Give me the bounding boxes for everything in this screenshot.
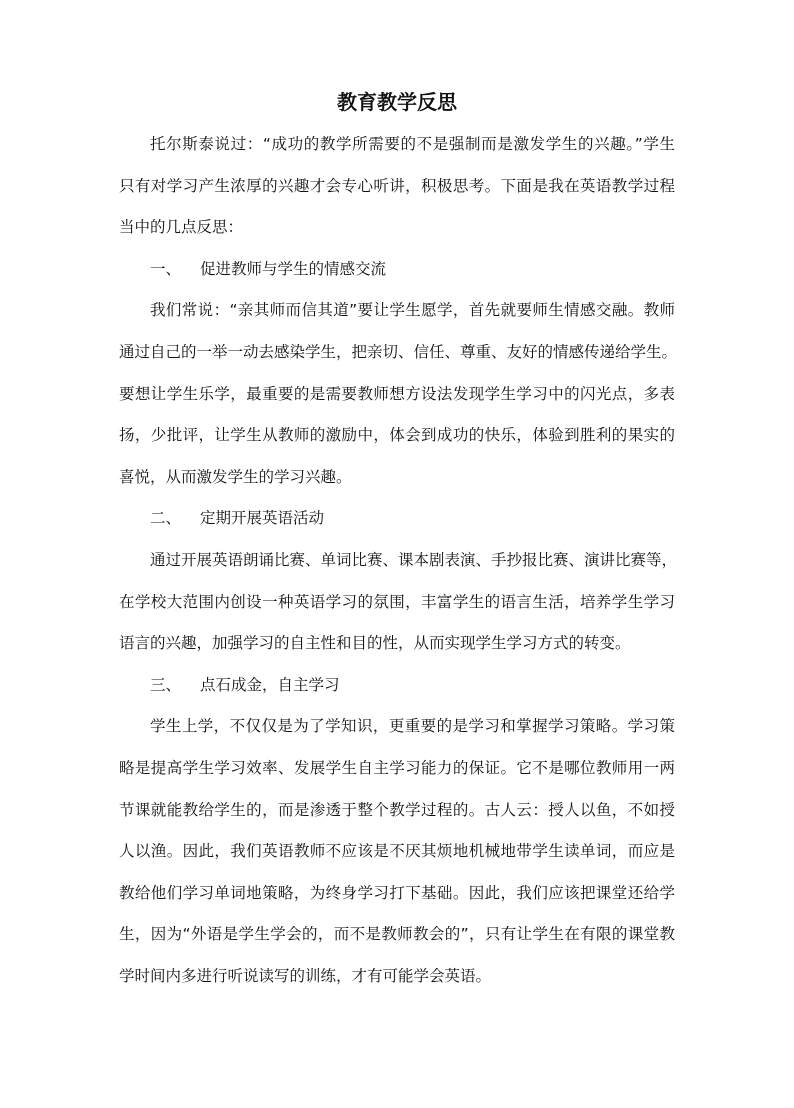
document-body bbox=[119, 124, 678, 997]
section-paragraph-2 bbox=[119, 540, 678, 665]
paragraph-line: 要想让学生乐学，最重要的是需要教师想方设法发现学生学习中的闪光点，多表 bbox=[119, 384, 675, 403]
section-number: 二、 bbox=[150, 509, 182, 528]
section-heading-text: 促进教师与学生的情感交流 bbox=[200, 259, 387, 278]
section-number: 一、 bbox=[150, 259, 182, 278]
section-heading-1 bbox=[119, 249, 675, 291]
paragraph-line: 扬，少批评，让学生从教师的激励中，体会到成功的快乐，体验到胜利的果实的 bbox=[119, 426, 675, 445]
paragraph-line: 当中的几点反思： bbox=[119, 218, 244, 237]
section-heading-3 bbox=[119, 665, 675, 707]
paragraph-line: 语言的兴趣，加强学习的自主性和目的性，从而实现学生学习方式的转变。 bbox=[119, 634, 631, 653]
document-title: 教育教学反思 bbox=[337, 90, 457, 114]
paragraph-line: 在学校大范围内创设一种英语学习的氛围，丰富学生的语言生活，培养学生学习 bbox=[119, 592, 675, 611]
paragraph-line: 只有对学习产生浓厚的兴趣才会专心听讲，积极思考。下面是我在英语教学过程 bbox=[119, 176, 675, 195]
paragraph-line: 教给他们学习单词地策略，为终身学习打下基础。因此，我们应该把课堂还给学 bbox=[119, 883, 675, 902]
paragraph-line: 节课就能教给学生的，而是渗透于整个教学过程的。古人云：授人以鱼，不如授 bbox=[119, 800, 675, 819]
paragraph-line: 托尔斯泰说过：“成功的教学所需要的不是强制而是激发学生的兴趣。”学生 bbox=[150, 135, 675, 153]
paragraph-line: 通过自己的一举一动去感染学生，把亲切、信任、尊重、友好的情感传递给学生。 bbox=[119, 342, 678, 361]
paragraph-line: 生，因为“外语是学生学会的，而不是教师教会的”，只有让学生在有限的课堂教 bbox=[119, 925, 675, 944]
paragraph-line: 学时间内多进行听说读写的训练，才有可能学会英语。 bbox=[119, 966, 492, 985]
paragraph-line: 略是提高学生学习效率、发展学生自主学习能力的保证。它不是哪位教师用一两 bbox=[119, 758, 675, 777]
section-paragraph-1 bbox=[119, 290, 678, 498]
section-heading-text: 点石成金，自主学习 bbox=[200, 675, 340, 694]
paragraph-line: 我们常说：“亲其师而信其道”要让学生愿学，首先就要师生情感交融。教师 bbox=[150, 301, 675, 320]
section-number: 三、 bbox=[150, 675, 182, 694]
section-heading-text: 定期开展英语活动 bbox=[200, 509, 325, 528]
paragraph-line: 学生上学，不仅仅是为了学知识，更重要的是学习和掌握学习策略。学习策 bbox=[150, 717, 675, 736]
paragraph-line: 人以渔。因此，我们英语教师不应该是不厌其烦地机械地带学生读单词，而应是 bbox=[119, 842, 675, 861]
intro-paragraph bbox=[119, 124, 675, 249]
section-heading-2 bbox=[119, 498, 675, 540]
paragraph-line: 通过开展英语朗诵比赛、单词比赛、课本剧表演、手抄报比赛、演讲比赛等， bbox=[150, 550, 678, 569]
paragraph-line: 喜悦，从而激发学生的学习兴趣。 bbox=[119, 467, 352, 486]
section-paragraph-3 bbox=[119, 706, 675, 997]
